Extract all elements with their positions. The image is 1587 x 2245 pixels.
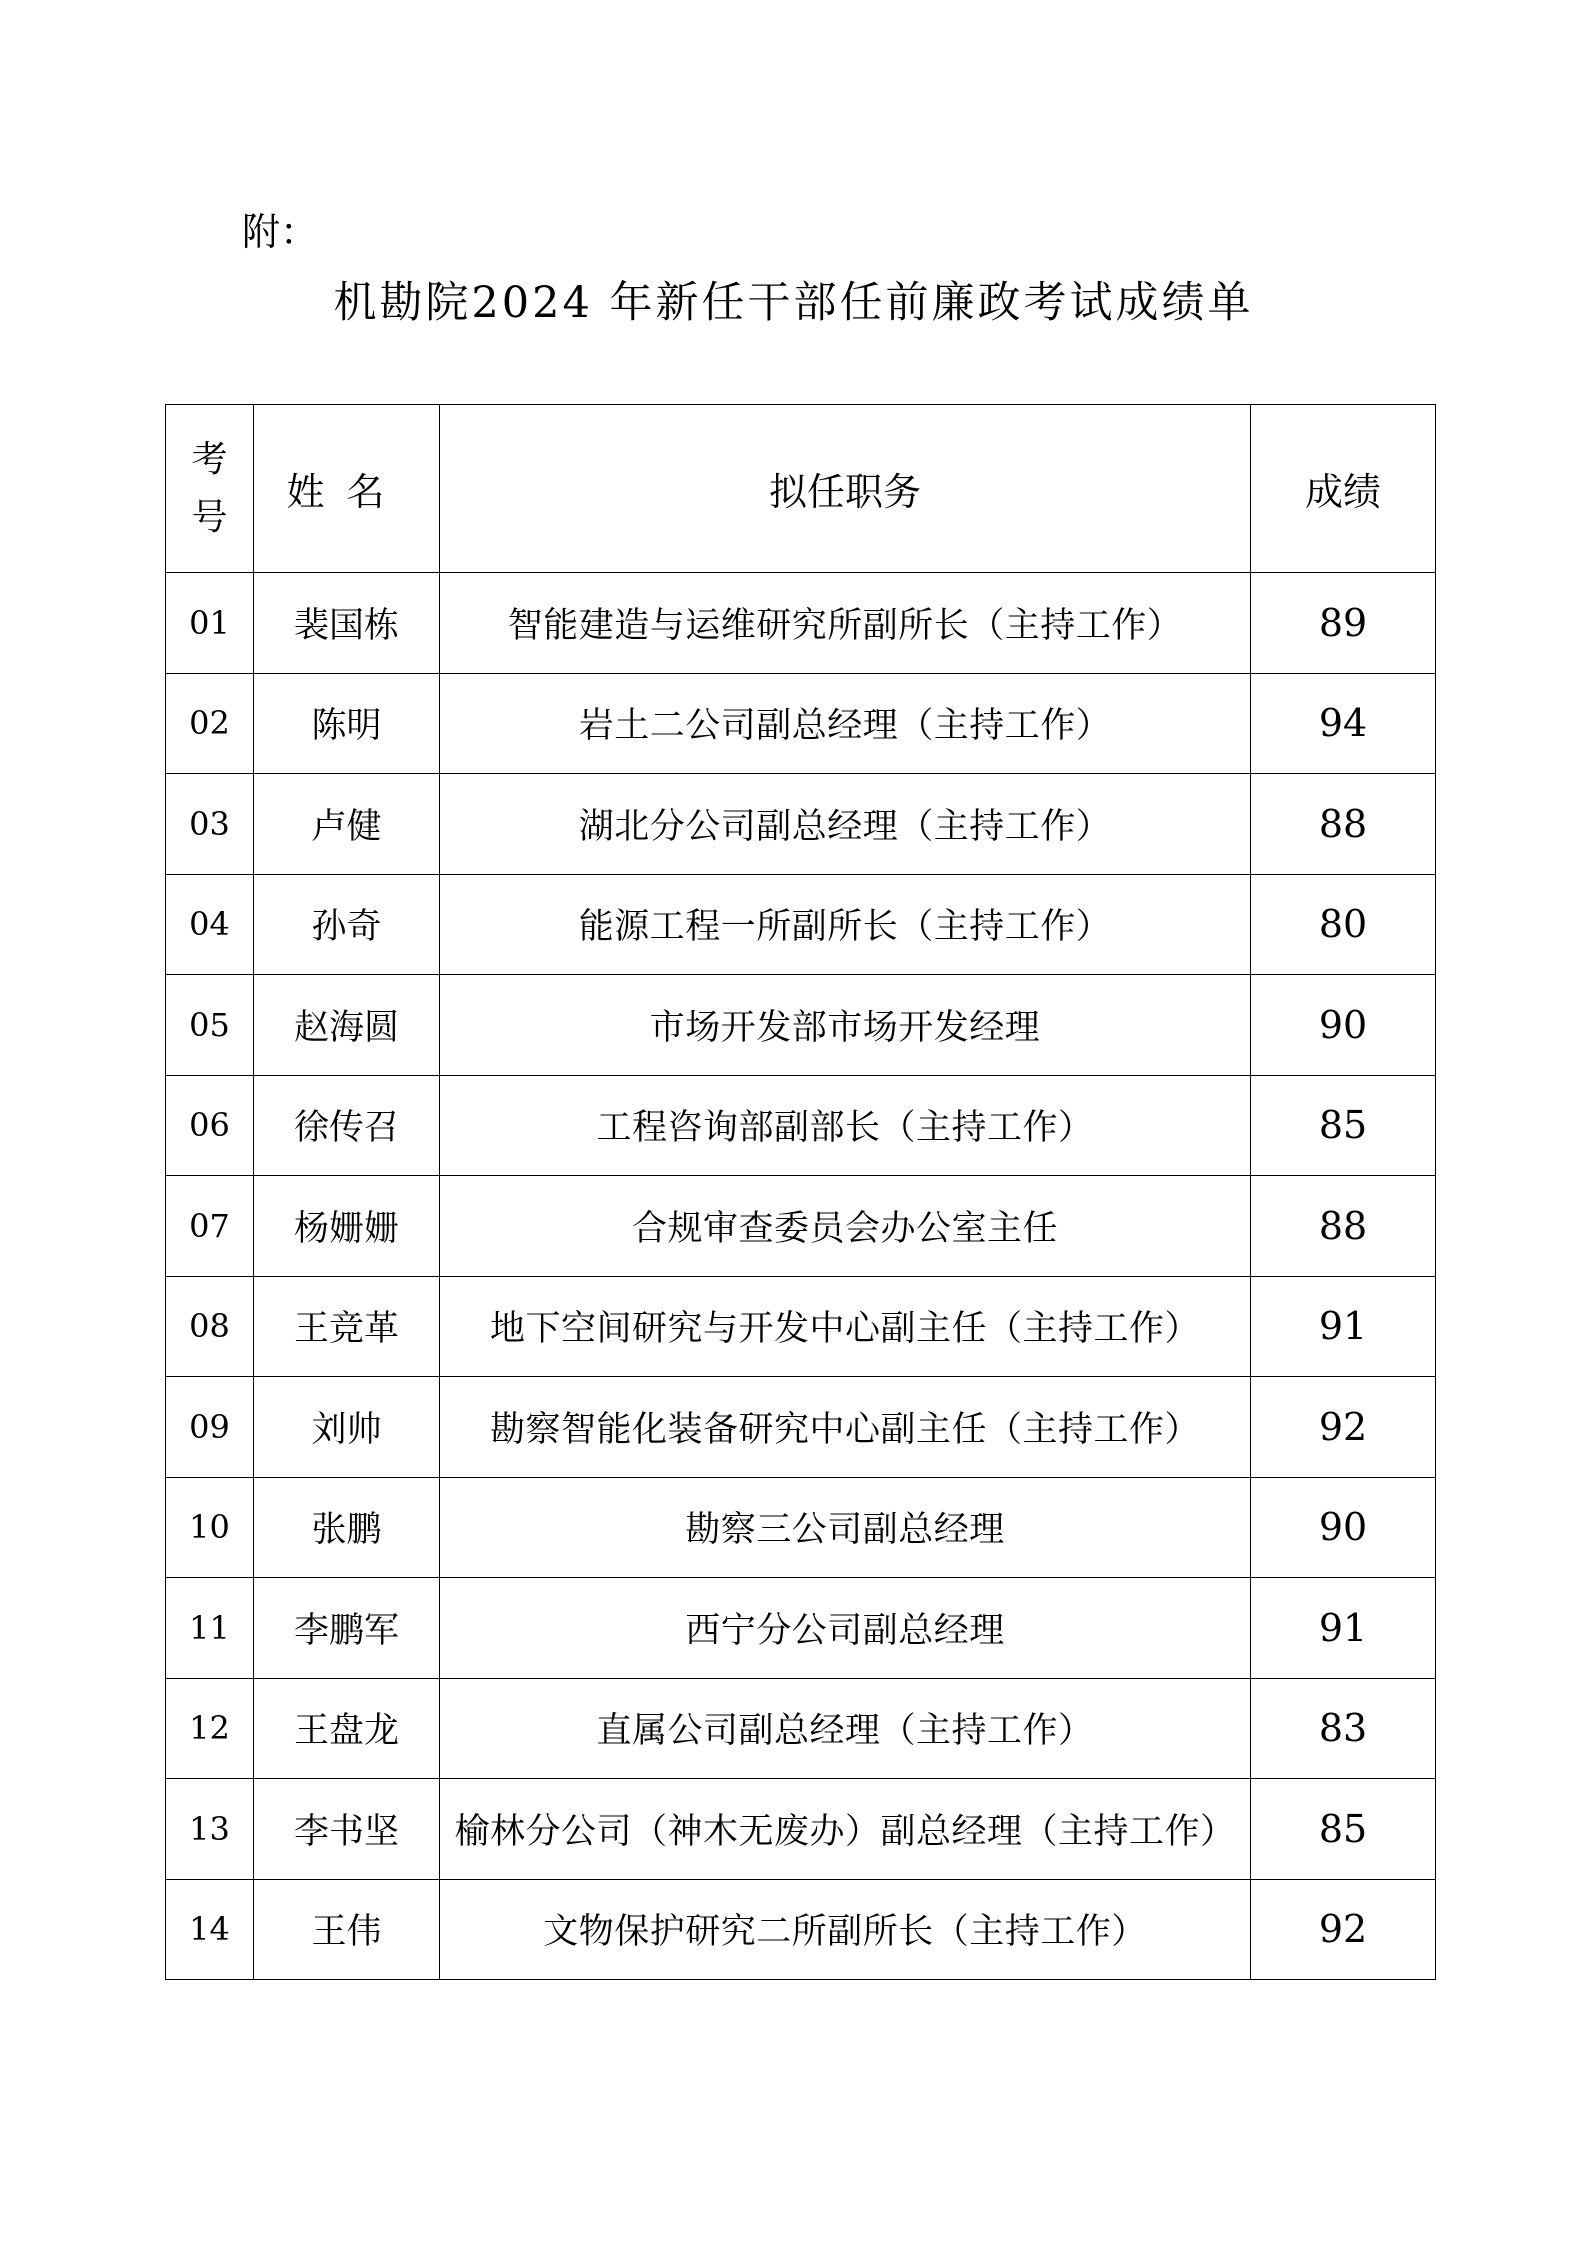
cell-score: 85 bbox=[1251, 1075, 1436, 1176]
cell-position: 市场开发部市场开发经理 bbox=[440, 975, 1251, 1076]
cell-score: 85 bbox=[1251, 1779, 1436, 1880]
cell-position: 合规审查委员会办公室主任 bbox=[440, 1176, 1251, 1277]
header-exam-no-line1: 考 bbox=[191, 438, 228, 480]
cell-position: 工程咨询部副部长（主持工作） bbox=[440, 1075, 1251, 1176]
cell-name: 王盘龙 bbox=[254, 1678, 440, 1779]
cell-score: 88 bbox=[1251, 1176, 1436, 1277]
header-position: 拟任职务 bbox=[440, 405, 1251, 573]
cell-name: 李鹏军 bbox=[254, 1578, 440, 1679]
table-header-row bbox=[166, 405, 1436, 573]
table-row bbox=[166, 975, 1436, 1076]
cell-score: 80 bbox=[1251, 874, 1436, 975]
cell-name: 卢健 bbox=[254, 774, 440, 875]
cell-name: 张鹏 bbox=[254, 1477, 440, 1578]
cell-name: 李书坚 bbox=[254, 1779, 440, 1880]
header-score: 成绩 bbox=[1251, 405, 1436, 573]
cell-position: 勘察三公司副总经理 bbox=[440, 1477, 1251, 1578]
score-table bbox=[165, 404, 1436, 1980]
header-exam-no bbox=[166, 405, 254, 573]
header-exam-no-line2: 号 bbox=[191, 496, 228, 538]
cell-position: 勘察智能化装备研究中心副主任（主持工作） bbox=[440, 1377, 1251, 1478]
table-row bbox=[166, 1075, 1436, 1176]
cell-exam-no: 10 bbox=[166, 1477, 254, 1578]
cell-exam-no: 04 bbox=[166, 874, 254, 975]
cell-score: 91 bbox=[1251, 1578, 1436, 1679]
table-row bbox=[166, 1678, 1436, 1779]
table-row bbox=[166, 1477, 1436, 1578]
cell-position: 湖北分公司副总经理（主持工作） bbox=[440, 774, 1251, 875]
cell-exam-no: 14 bbox=[166, 1879, 254, 1980]
cell-name: 陈明 bbox=[254, 673, 440, 774]
cell-exam-no: 11 bbox=[166, 1578, 254, 1679]
cell-exam-no: 03 bbox=[166, 774, 254, 875]
cell-position: 能源工程一所副所长（主持工作） bbox=[440, 874, 1251, 975]
cell-name: 徐传召 bbox=[254, 1075, 440, 1176]
table-row bbox=[166, 874, 1436, 975]
cell-name: 杨姗姗 bbox=[254, 1176, 440, 1277]
cell-position: 地下空间研究与开发中心副主任（主持工作） bbox=[440, 1276, 1251, 1377]
cell-exam-no: 05 bbox=[166, 975, 254, 1076]
cell-name: 孙奇 bbox=[254, 874, 440, 975]
table-row bbox=[166, 774, 1436, 875]
cell-position: 岩土二公司副总经理（主持工作） bbox=[440, 673, 1251, 774]
table-row bbox=[166, 1377, 1436, 1478]
cell-name: 裴国栋 bbox=[254, 573, 440, 674]
cell-position: 西宁分公司副总经理 bbox=[440, 1578, 1251, 1679]
table-row bbox=[166, 673, 1436, 774]
cell-exam-no: 06 bbox=[166, 1075, 254, 1176]
cell-name: 赵海圆 bbox=[254, 975, 440, 1076]
cell-exam-no: 12 bbox=[166, 1678, 254, 1779]
cell-position: 榆林分公司（神木无废办）副总经理（主持工作） bbox=[440, 1779, 1251, 1880]
cell-score: 89 bbox=[1251, 573, 1436, 674]
table-row bbox=[166, 573, 1436, 674]
cell-position: 直属公司副总经理（主持工作） bbox=[440, 1678, 1251, 1779]
cell-score: 94 bbox=[1251, 673, 1436, 774]
cell-name: 刘帅 bbox=[254, 1377, 440, 1478]
table-row bbox=[166, 1176, 1436, 1277]
cell-score: 91 bbox=[1251, 1276, 1436, 1377]
header-name: 姓名 bbox=[254, 405, 440, 573]
cell-position: 智能建造与运维研究所副所长（主持工作） bbox=[440, 573, 1251, 674]
cell-name: 王竞革 bbox=[254, 1276, 440, 1377]
cell-score: 88 bbox=[1251, 774, 1436, 875]
cell-score: 92 bbox=[1251, 1377, 1436, 1478]
cell-score: 90 bbox=[1251, 975, 1436, 1076]
table-row bbox=[166, 1879, 1436, 1980]
cell-score: 92 bbox=[1251, 1879, 1436, 1980]
cell-exam-no: 02 bbox=[166, 673, 254, 774]
cell-exam-no: 07 bbox=[166, 1176, 254, 1277]
table-row bbox=[166, 1578, 1436, 1679]
table-row bbox=[166, 1779, 1436, 1880]
cell-exam-no: 08 bbox=[166, 1276, 254, 1377]
cell-score: 83 bbox=[1251, 1678, 1436, 1779]
cell-score: 90 bbox=[1251, 1477, 1436, 1578]
cell-position: 文物保护研究二所副所长（主持工作） bbox=[440, 1879, 1251, 1980]
cell-name: 王伟 bbox=[254, 1879, 440, 1980]
cell-exam-no: 01 bbox=[166, 573, 254, 674]
cell-exam-no: 13 bbox=[166, 1779, 254, 1880]
attachment-label: 附： bbox=[242, 210, 319, 254]
table-row bbox=[166, 1276, 1436, 1377]
cell-exam-no: 09 bbox=[166, 1377, 254, 1478]
document-title: 机勘院2024 年新任干部任前廉政考试成绩单 bbox=[333, 278, 1254, 328]
